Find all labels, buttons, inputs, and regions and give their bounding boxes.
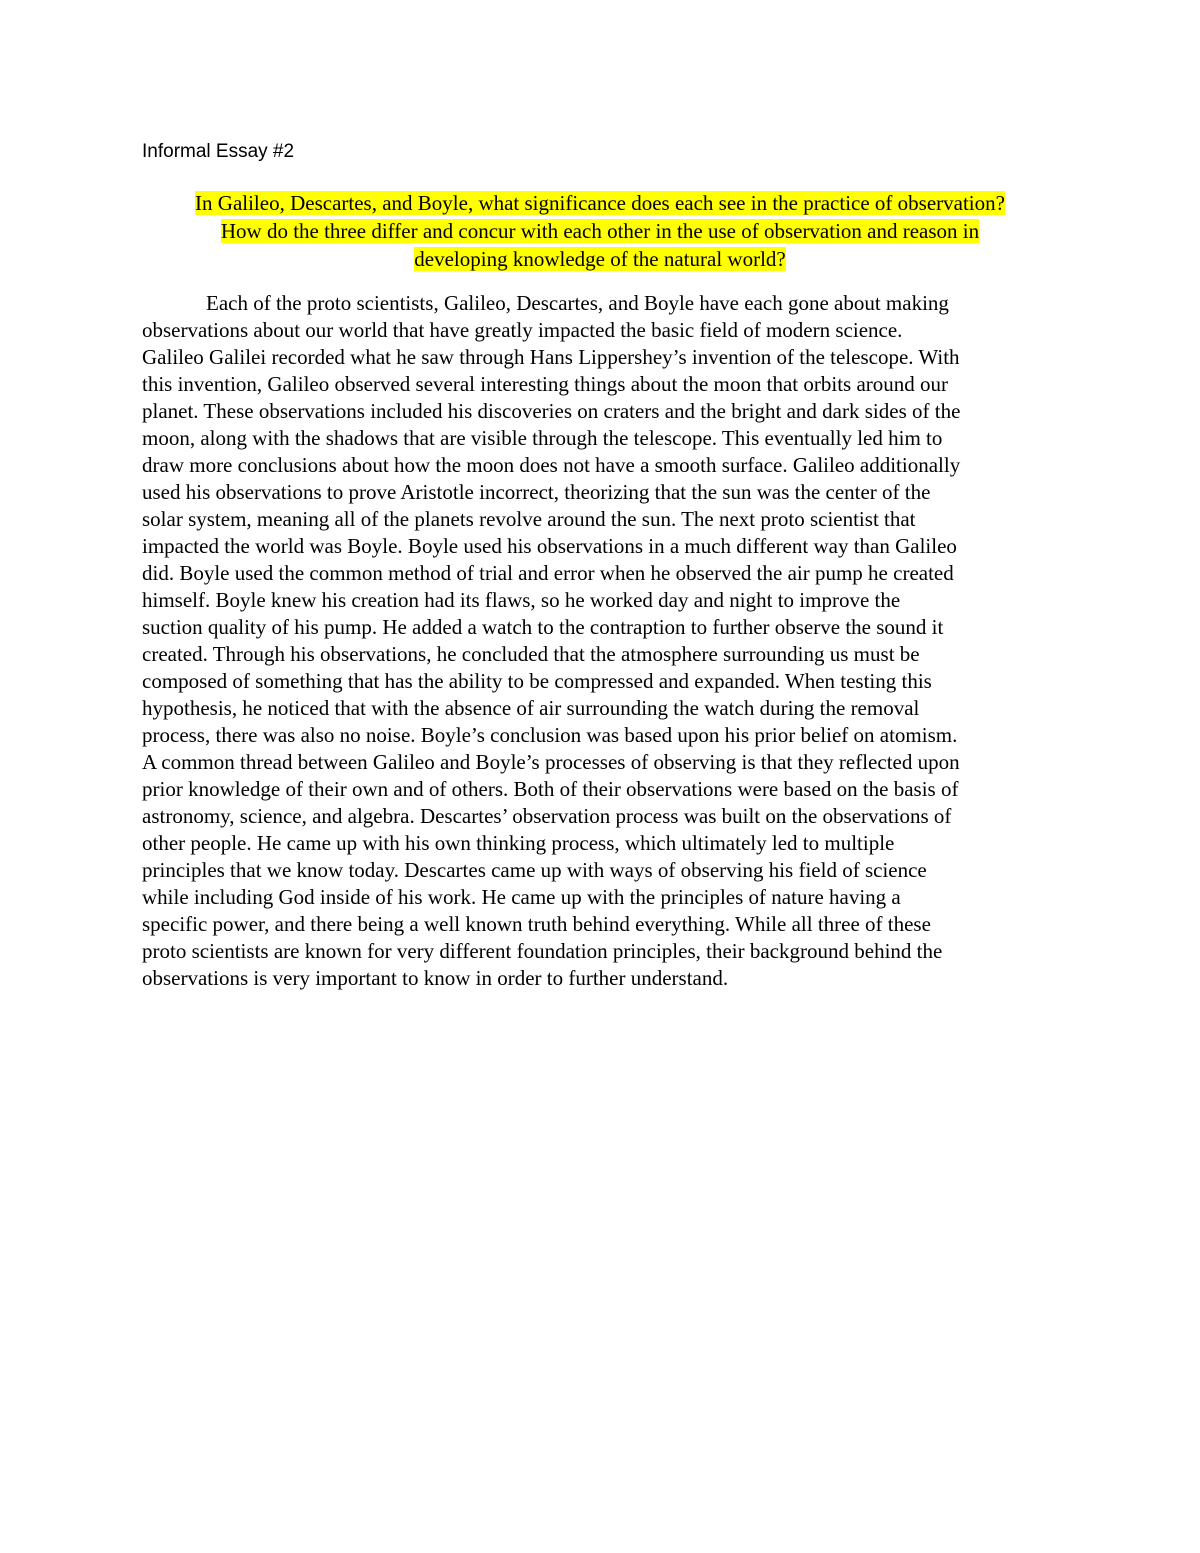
body-line: observations is very important to know in order to further understand. — [142, 966, 729, 990]
body-line: moon, along with the shadows that are visible through the telescope. This eventually led him to — [142, 426, 943, 450]
body-line: specific power, and there being a well known truth behind everything. While all three of these — [142, 912, 931, 936]
body-line: Each of the proto scientists, Galileo, Descartes, and Boyle have each gone about making — [206, 291, 949, 315]
essay-body-paragraph — [142, 290, 1082, 992]
question-line — [120, 217, 1080, 245]
essay-question — [120, 189, 1080, 273]
body-line: Galileo Galilei recorded what he saw through Hans Lippershey’s invention of the telescope. With — [142, 345, 960, 369]
body-line: process, there was also no noise. Boyle’s conclusion was based upon his prior belief on atomism. — [142, 723, 958, 747]
body-line: astronomy, science, and algebra. Descartes’ observation process was built on the observations of — [142, 804, 952, 828]
body-line: draw more conclusions about how the moon does not have a smooth surface. Galileo additionally — [142, 453, 961, 477]
highlighted-text: developing knowledge of the natural world? — [414, 247, 786, 271]
body-line: planet. These observations included his discoveries on craters and the bright and dark sides of the — [142, 399, 961, 423]
body-line: principles that we know today. Descartes came up with ways of observing his field of science — [142, 858, 927, 882]
highlighted-text: In Galileo, Descartes, and Boyle, what significance does each see in the practice of observation? — [195, 191, 1005, 215]
question-line — [120, 245, 1080, 273]
body-line: solar system, meaning all of the planets revolve around the sun. The next proto scientist that — [142, 507, 916, 531]
body-line: proto scientists are known for very different foundation principles, their background behind the — [142, 939, 943, 963]
body-line: used his observations to prove Aristotle incorrect, theorizing that the sun was the center of the — [142, 480, 931, 504]
highlighted-text: How do the three differ and concur with each other in the use of observation and reason in — [220, 219, 980, 243]
body-line: impacted the world was Boyle. Boyle used his observations in a much different way than Galileo — [142, 534, 957, 558]
body-line: created. Through his observations, he concluded that the atmosphere surrounding us must be — [142, 642, 920, 666]
body-line: other people. He came up with his own thinking process, which ultimately led to multiple — [142, 831, 895, 855]
body-line: while including God inside of his work. He came up with the principles of nature having a — [142, 885, 901, 909]
document-heading: Informal Essay #2 — [142, 141, 295, 162]
body-line: observations about our world that have greatly impacted the basic field of modern science. — [142, 318, 903, 342]
body-line: himself. Boyle knew his creation had its flaws, so he worked day and night to improve the — [142, 588, 901, 612]
body-line: this invention, Galileo observed several interesting things about the moon that orbits around our — [142, 372, 949, 396]
body-line: prior knowledge of their own and of others. Both of their observations were based on the basis of — [142, 777, 959, 801]
question-line — [120, 189, 1080, 217]
body-line: suction quality of his pump. He added a watch to the contraption to further observe the sound it — [142, 615, 944, 639]
body-line: composed of something that has the ability to be compressed and expanded. When testing this — [142, 669, 932, 693]
body-line: A common thread between Galileo and Boyle’s processes of observing is that they reflected upon — [142, 750, 960, 774]
body-line: hypothesis, he noticed that with the absence of air surrounding the watch during the removal — [142, 696, 920, 720]
body-line: did. Boyle used the common method of trial and error when he observed the air pump he created — [142, 561, 954, 585]
